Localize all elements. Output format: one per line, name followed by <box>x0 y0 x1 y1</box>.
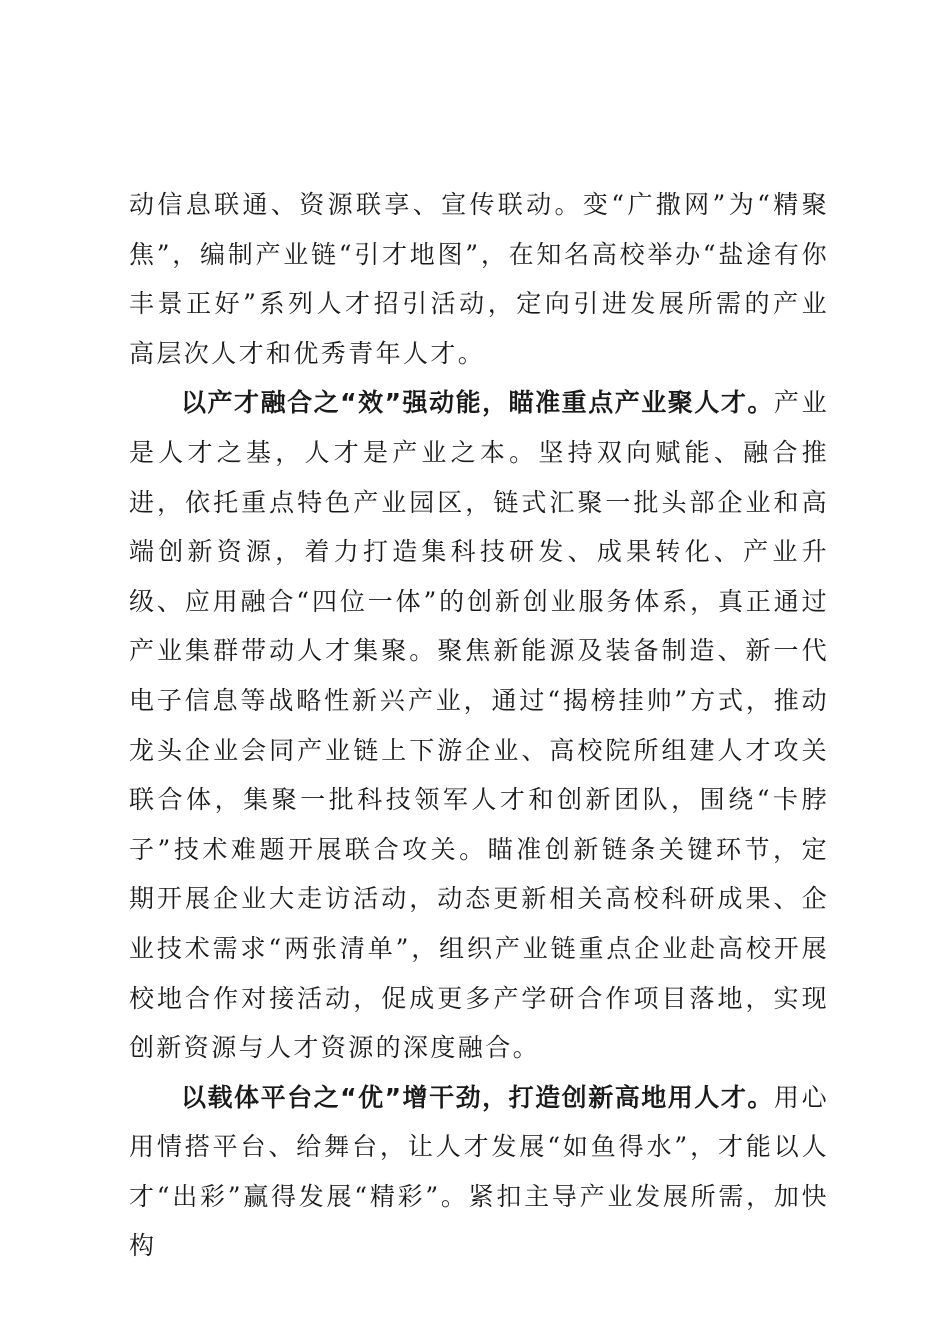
paragraph-text: 动信息联通、资源联享、宣传联动。变“广撒网”为“精聚焦”，编制产业链“引才地图”，在知名高校举办“盐途有你丰景正好”系列人才招引活动，定向引进发展所需的产业高层次人才和优秀青年人才。 <box>129 190 829 368</box>
paragraph-platform-talent <box>129 1073 829 1271</box>
paragraph-lead-heading: 以产才融合之“效”强动能，瞄准重点产业聚人才。 <box>181 388 774 418</box>
document-page <box>129 180 829 1271</box>
paragraph-text: 用心用情搭平台、给舞台，让人才发展“如鱼得水”，才能以人才“出彩”赢得发展“精彩”。紧扣主导产业发展所需，加快构 <box>129 1082 829 1261</box>
paragraph-lead-heading: 以载体平台之“优”增干劲，打造创新高地用人才。 <box>181 1082 774 1112</box>
paragraph-industry-talent <box>129 378 829 1072</box>
paragraph-continuation <box>129 180 829 378</box>
paragraph-text: 产业是人才之基，人才是产业之本。坚持双向赋能、融合推进，依托重点特色产业园区，链式汇聚一批头部企业和高端创新资源，着力打造集科技研发、成果转化、产业升级、应用融合“四位一体”的创新创业服务体系，真正通过产业集群带动人才集聚。聚焦新能源及装备制造、新一代电子信息等战略性新兴产业，通过“揭榜挂帅”方式，推动龙头企业会同产业链上下游企业、高校院所组建人才攻关联合体，集聚一批科技领军人才和创新团队，围绕“卡脖子”技术难题开展联合攻关。瞄准创新链条关键环节，定期开展企业大走访活动，动态更新相关高校科研成果、企业技术需求“两张清单”，组织产业链重点企业赴高校开展校地合作对接活动，促成更多产学研合作项目落地，实现创新资源与人才资源的深度融合。 <box>129 388 829 1063</box>
